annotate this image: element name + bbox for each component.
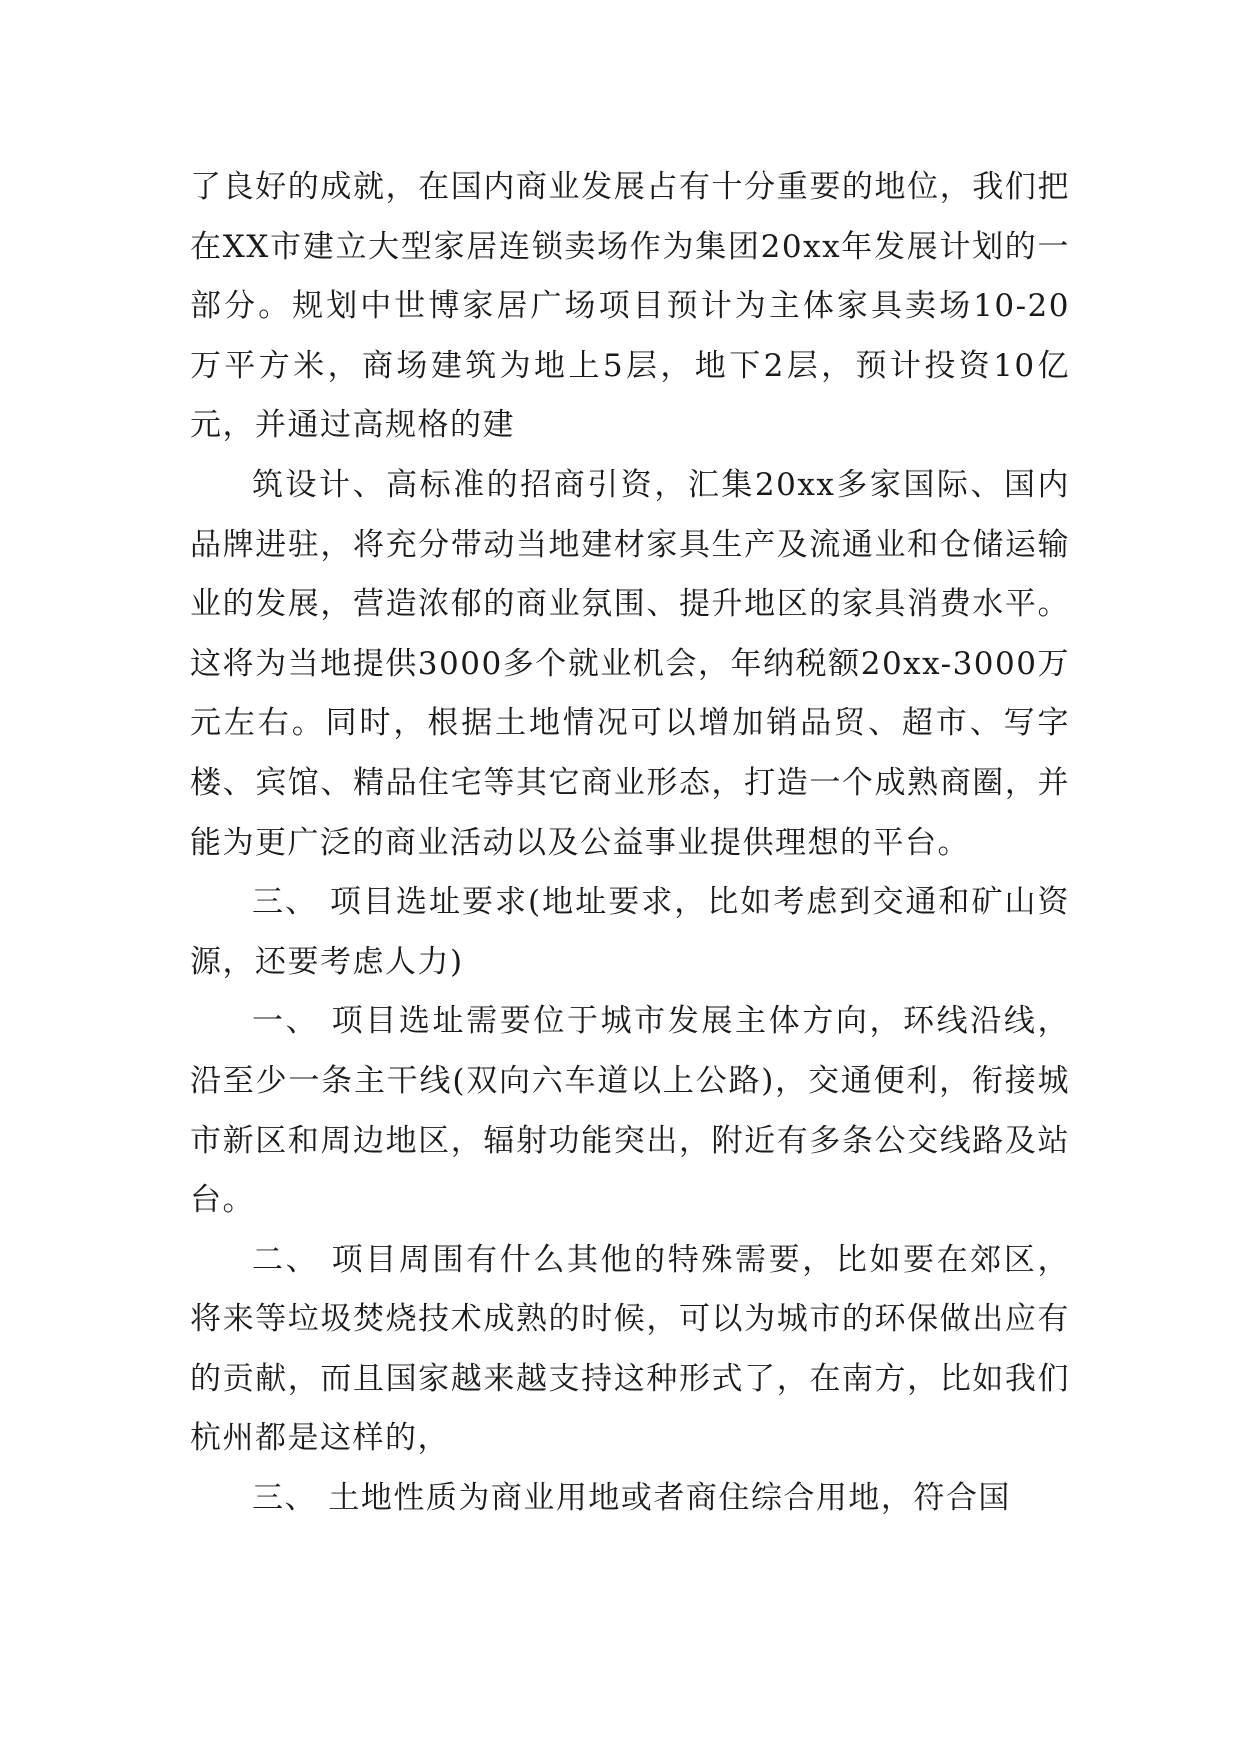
paragraph-requirement-special-needs: 二、 项目周围有什么其他的特殊需要，比如要在郊区，将来等垃圾焚烧技术成熟的时候，可以为城市的环保做出应有的贡献，而且国家越来越支持这种形式了，在南方，比如我们杭州都是这样的，	[190, 1241, 1070, 1457]
paragraph-continuation: 了良好的成就，在国内商业发展占有十分重要的地位，我们把在XX市建立大型家居连锁卖场作为集团20xx年发展计划的一部分。规划中世博家居广场项目预计为主体家具卖场10-20 万平方米，商场建筑为地上5层，地下2层，预计投资10亿元，并通过高规格的建	[190, 169, 1070, 444]
paragraph-requirement-location: 一、 项目选址需要位于城市发展主体方向，环线沿线，沿至少一条主干线(双向六车道以上公路)，交通便利，衔接城市新区和周边地区，辐射功能突出，附近有多条公交线路及站台。	[190, 1003, 1070, 1219]
paragraph-requirement-land-use: 三、 土地性质为商业用地或者商住综合用地，符合国	[252, 1480, 1011, 1517]
document-body	[190, 158, 1070, 1529]
paragraph-project-overview: 筑设计、高标准的招商引资，汇集20xx多家国际、国内品牌进驻，将充分带动当地建材家具生产及流通业和仓储运输业的发展，营造浓郁的商业氛围、提升地区的家具消费水平。这将为当地提供3000多个就业机会，年纳税额20xx-3000万元左右。同时，根据土地情况可以增加销品贸、超市、写字楼、宾馆、精品住宅等其它商业形态，打造一个成熟商圈，并能为更广泛的商业活动以及公益事业提供理想的平台。	[190, 466, 1070, 861]
section-heading-site-requirements: 三、 项目选址要求(地址要求，比如考虑到交通和矿山资源，还要考虑人力)	[190, 884, 1070, 980]
